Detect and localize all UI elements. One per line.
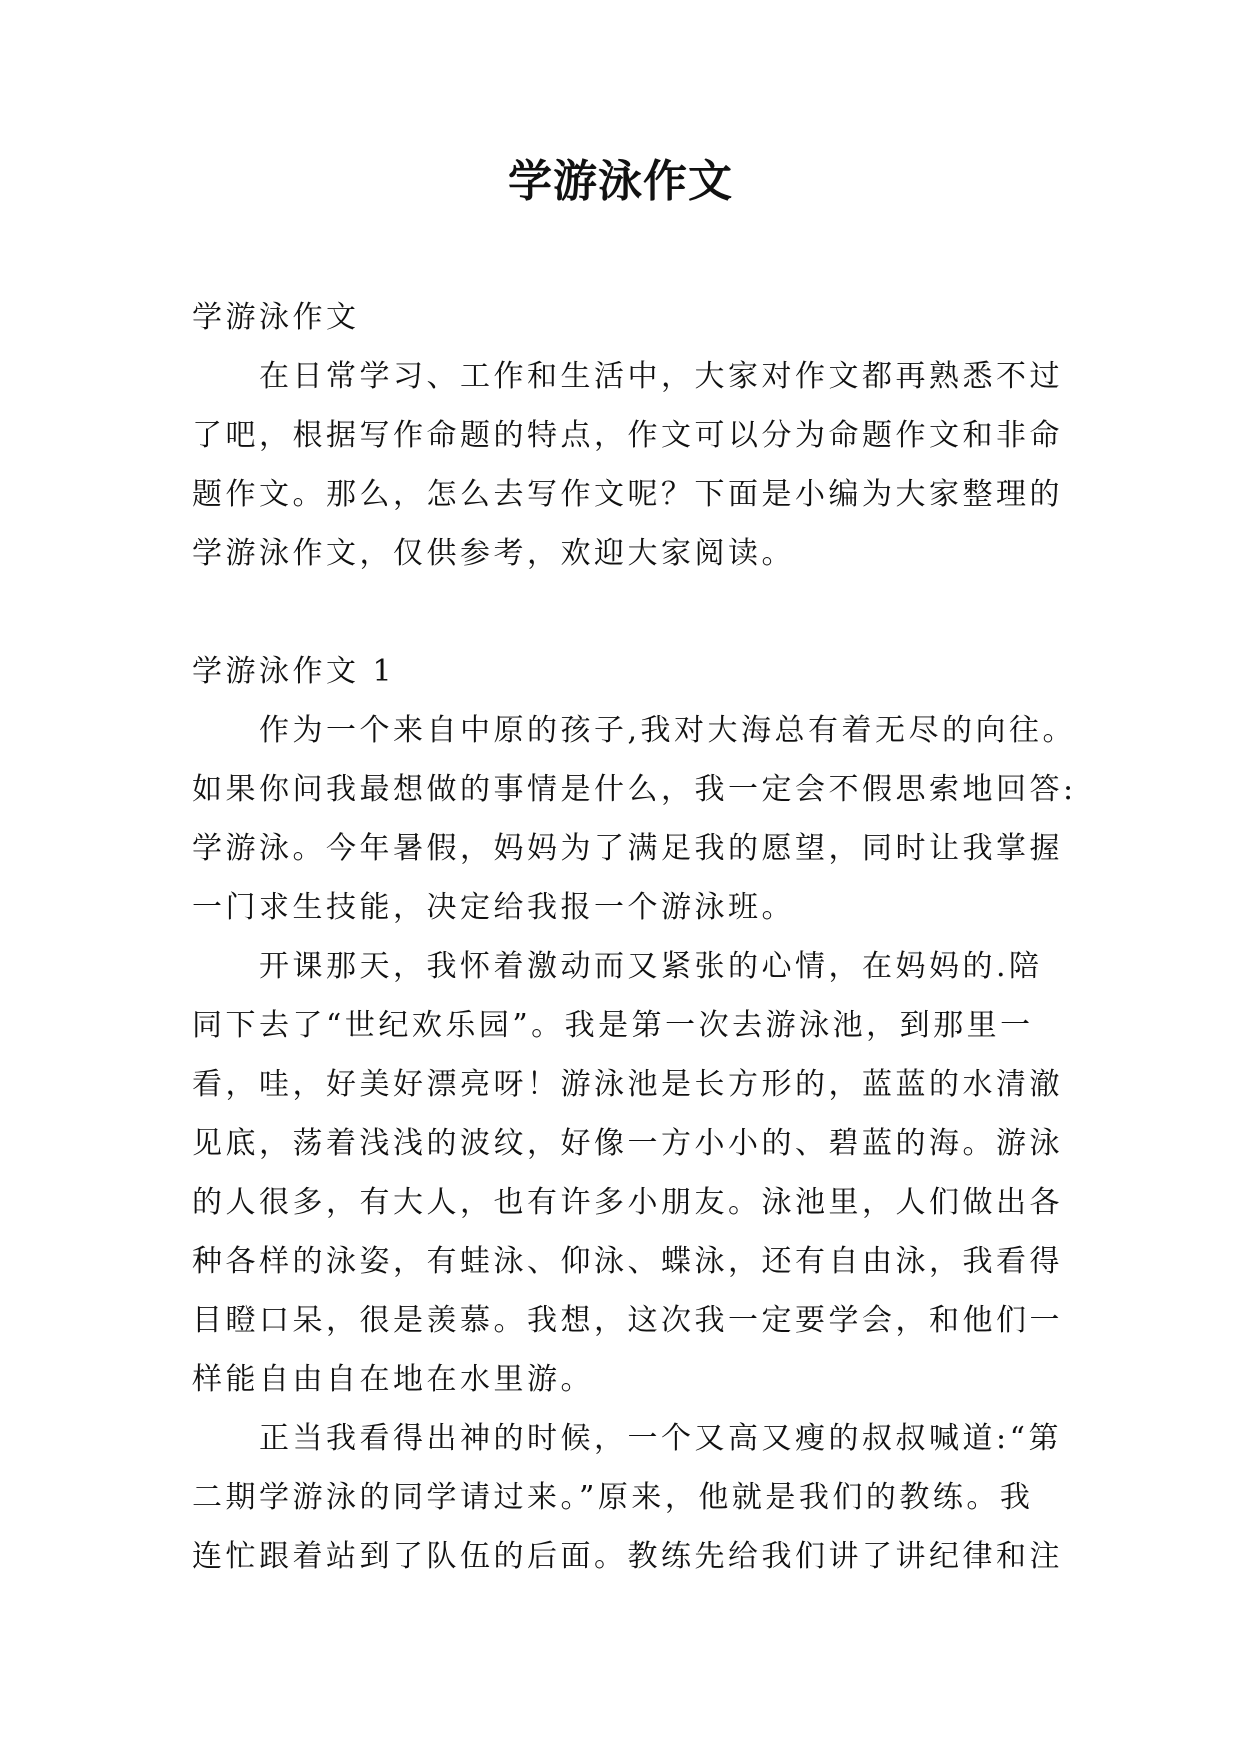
paragraph-line: 正当我看得出神的时候，一个又高又瘦的叔叔喊道:“第 (259, 1421, 1062, 1456)
paragraph-3 (192, 1409, 1063, 1586)
paragraph-line: 连忙跟着站到了队伍的后面。教练先给我们讲了讲纪律和注 (192, 1539, 1063, 1574)
paragraph-line: 如果你问我最想做的事情是什么，我一定会不假思索地回答: (192, 772, 1077, 807)
paragraph-line: 看，哇，好美好漂亮呀！游泳池是长方形的，蓝蓝的水清澈 (192, 1067, 1063, 1102)
paragraph-line: 题作文。那么，怎么去写作文呢？下面是小编为大家整理的 (192, 477, 1063, 512)
paragraph-line: 作为一个来自中原的孩子,我对大海总有着无尽的向往。 (259, 713, 1077, 748)
paragraph-line: 目瞪口呆，很是羡慕。我想，这次我一定要学会，和他们一 (192, 1303, 1063, 1338)
paragraph-line: 在日常学习、工作和生活中，大家对作文都再熟悉不过 (259, 359, 1063, 394)
paragraph-line: 学游泳。今年暑假，妈妈为了满足我的愿望，同时让我掌握 (192, 831, 1063, 866)
paragraph-1 (192, 701, 1077, 937)
document-title: 学游泳作文 (508, 156, 733, 207)
section-heading: 学游泳作文 1 (192, 654, 396, 689)
paragraph-line: 了吧，根据写作命题的特点，作文可以分为命题作文和非命 (192, 418, 1063, 453)
intro-heading: 学游泳作文 (192, 300, 360, 335)
paragraph-2 (192, 937, 1063, 1409)
paragraph-line: 开课那天，我怀着激动而又紧张的心情，在妈妈的.陪 (259, 949, 1043, 984)
paragraph-line: 二期学游泳的同学请过来。”原来，他就是我们的教练。我 (192, 1480, 1034, 1515)
paragraph-line: 的人很多，有大人，也有许多小朋友。泳池里，人们做出各 (192, 1185, 1063, 1220)
paragraph-line: 学游泳作文，仅供参考，欢迎大家阅读。 (192, 536, 795, 571)
paragraph-line: 样能自由自在地在水里游。 (192, 1362, 594, 1397)
paragraph-line: 见底，荡着浅浅的波纹，好像一方小小的、碧蓝的海。游泳 (192, 1126, 1063, 1161)
blank-gap (192, 583, 1054, 642)
paragraph-line: 种各样的泳姿，有蛙泳、仰泳、蝶泳，还有自由泳，我看得 (192, 1244, 1063, 1279)
document-body (192, 288, 1077, 1586)
paragraph-line: 同下去了“世纪欢乐园”。我是第一次去游泳池，到那里一 (192, 1008, 1034, 1043)
paragraph-line: 一门求生技能，决定给我报一个游泳班。 (192, 890, 795, 925)
intro-paragraph (192, 347, 1063, 583)
